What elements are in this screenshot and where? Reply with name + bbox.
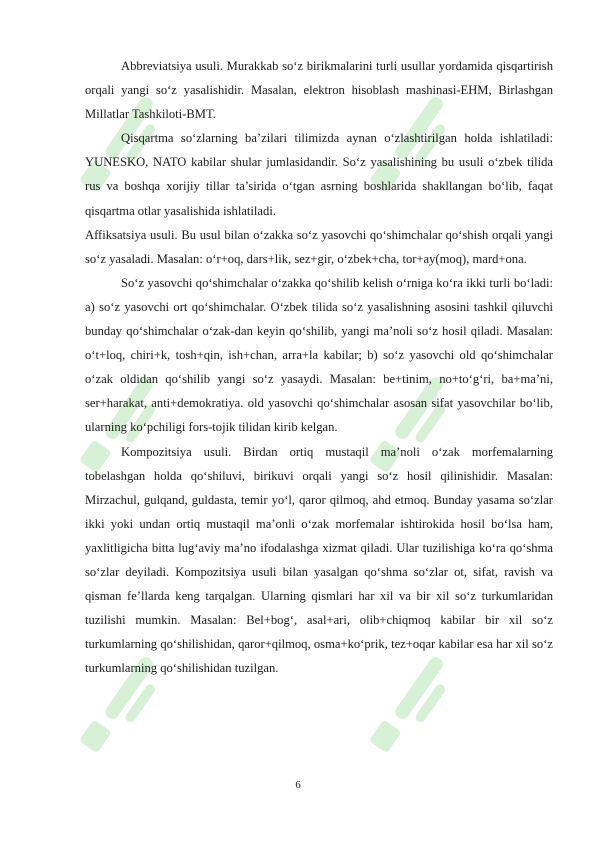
paragraph-abbreviatsiya: Abbreviatsiya usuli. Murakkab so‘z birikmalarini turli usullar yordamida qisqartirish orqali yangi so‘z yasalishidir. Masalan, elektron hisoblash mashinasi-EHM, Birlashgan Millatlar Tashkiloti-BMT. bbox=[85, 59, 553, 122]
body-text bbox=[85, 54, 553, 680]
paragraph-affiksatsiya: Affiksatsiya usuli. Bu usul bilan o‘zakka so‘z yasovchi qo‘shimchalar qo‘shish orqali yangi so‘z yasaladi. Masalan: o‘r+oq, dars+lik, sez+gir, o‘zbek+cha, tor+ay(moq), mard+ona. bbox=[85, 227, 553, 266]
paragraph-qoshimchalar: So‘z yasovchi qo‘shimchalar o‘zakka qo‘shilib kelish o‘rniga ko‘ra ikki turli bo‘ladi: a) so‘z yasovchi ort qo‘shimchalar. O‘zbek tilida so‘z yasalishning asosini tashkil qiluvchi bunday qo‘shimchalar o‘zak-dan keyin qo‘shilib, yangi ma’noli so‘z hosil qiladi. Masalan: o‘t+loq, chiri+k, tosh+qin, ish+chan, arra+la kabilar; b) so‘z yasovchi old qo‘shimchalar o‘zak oldidan qo‘shilib yangi so‘z yasaydi. Masalan: be+tinim, no+to‘g‘ri, ba+ma’ni, ser+harakat, anti+demokratiya. old yasovchi qo‘shimchalar asosan sifat yasovchilar bo‘lib, ularning ko‘pchiligi fors-tojik tilidan kirib kelgan. bbox=[85, 275, 553, 435]
paragraph-kompozitsiya: Kompozitsiya usuli. Birdan ortiq mustaqil ma’noli o‘zak morfemalarning tobelashgan holda qo‘shiluvi, birikuvi orqali yangi so‘z hosil qilinishidir. Masalan: Mirzachul, gulqand, guldasta, temir yo‘l, qaror qilmoq, ahd etmoq. Bunday yasama so‘zlar ikki yoki undan ortiq mustaqil ma’onli o‘zak morfemalar ishtirokida hosil bo‘lsa ham, yaxlitligicha bitta lug‘aviy ma’no ifodalashga xizmat qiladi. Ular tuzilishiga ko‘ra qo‘shma so‘zlar deyiladi. Kompozitsiya usuli bilan yasalgan qo‘shma so‘zlar ot, sifat, ravish va qisman fe’llarda keng tarqalgan. Ularning qismlari har xil va bir xil so‘z turkumlaridan tuzilishi mumkin. Masalan: Bel+bog‘, asal+ari, olib+chiqmoq kabilar bir xil so‘z turkumlarning qo‘shilishidan, qaror+qilmoq, osma+ko‘prik, tez+oqar kabilar esa har xil so‘z turkumlarning qo‘shilishidan tuzilgan. bbox=[85, 444, 553, 676]
page-number: 6 bbox=[295, 780, 301, 791]
paragraph-qisqartma: Qisqartma so‘zlarning ba’zilari tilimizda aynan o‘zlashtirilgan holda ishlatiladi: YUNESKO, NATO kabilar shular jumlasidandir. So‘z yasalishining bu usuli o‘zbek tilida rus va boshqa xorijiy tillar ta’sirida o‘tgan asrning boshlarida shakllangan bo‘lib, faqat qisqartma otlar yasalishida ishlatiladi. bbox=[85, 131, 553, 218]
